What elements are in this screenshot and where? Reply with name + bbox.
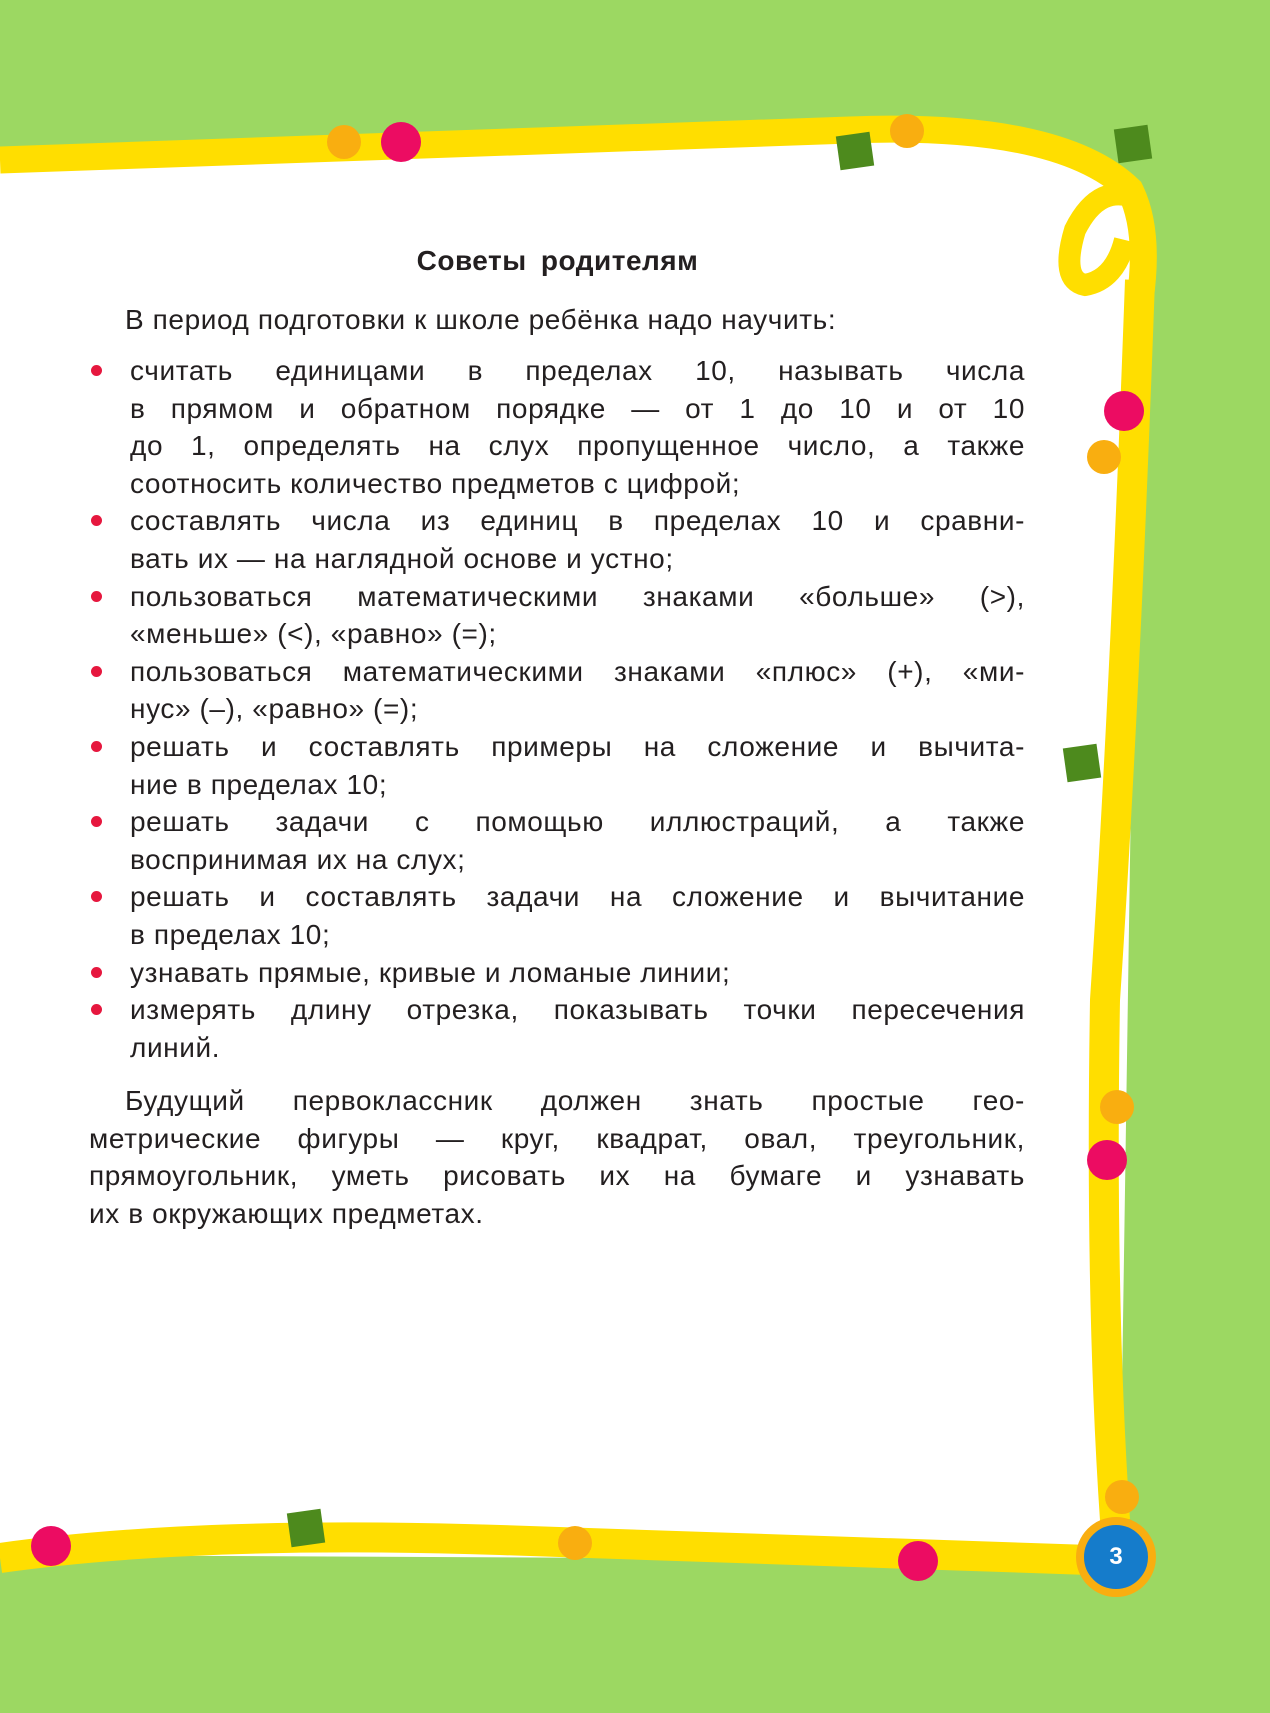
green-square-icon	[287, 1509, 325, 1547]
closing-line: метрические фигуры — круг, квадрат, овал, треугольник,	[89, 1122, 1025, 1154]
bullet-icon	[91, 741, 102, 752]
list-item-line: измерять длину отрезка, показывать точки пересечения	[130, 994, 1025, 1026]
pink-dot-icon	[1104, 391, 1144, 431]
list-item-line: решать задачи с помощью иллюстраций, а также	[130, 806, 1025, 838]
bullet-icon	[91, 591, 102, 602]
pink-dot-icon	[31, 1526, 71, 1566]
green-square-icon	[836, 132, 874, 170]
list-item-line: вать их — на наглядной основе и устно;	[130, 543, 674, 574]
orange-dot-icon	[1100, 1090, 1134, 1124]
orange-dot-icon	[558, 1526, 592, 1560]
bullet-icon	[91, 967, 102, 978]
orange-dot-icon	[1105, 1480, 1139, 1514]
list-item-line: в прямом и обратном порядке — от 1 до 10 и от 10	[130, 392, 1025, 424]
list-item-line: пользоваться математическими знаками «больше» (>),	[130, 580, 1025, 612]
green-square-icon	[1063, 744, 1101, 782]
list-item-line: пользоваться математическими знаками «плюс» (+), «ми-	[130, 655, 1025, 687]
list-item-line: составлять числа из единиц в пределах 10 и сравни-	[130, 505, 1025, 537]
list-item-line: «меньше» (<), «равно» (=);	[130, 618, 497, 650]
page-title: Советы родителям	[416, 245, 699, 276]
list-item-line: линий.	[130, 1031, 221, 1063]
list-item-line: решать и составлять примеры на сложение и вычита-	[130, 731, 1025, 762]
bullet-icon	[91, 666, 102, 677]
orange-dot-icon	[1087, 440, 1121, 474]
list-item-line: соотносить количество предметов с цифрой;	[130, 467, 741, 499]
pink-dot-icon	[1087, 1140, 1127, 1180]
list-item-line: считать единицами в пределах 10, называть числа	[130, 355, 1025, 386]
list-item-line: ние в пределах 10;	[130, 768, 388, 800]
closing-line: Будущий первоклассник должен знать простые гео-	[125, 1085, 1025, 1116]
green-square-icon	[1114, 125, 1152, 163]
bullet-icon	[91, 365, 102, 376]
closing-line: их в окружающих предметах.	[89, 1197, 484, 1229]
orange-dot-icon	[327, 125, 361, 159]
pink-dot-icon	[381, 122, 421, 162]
intro-text: В период подготовки к школе ребёнка надо научить:	[125, 304, 837, 335]
page-number-badge: 3	[1076, 1517, 1156, 1597]
list-item-line: решать и составлять задачи на сложение и вычитание	[130, 881, 1025, 913]
list-item-line: нус» (–), «равно» (=);	[130, 693, 419, 725]
list-item-line: узнавать прямые, кривые и ломаные линии;	[130, 956, 731, 988]
closing-line: прямоугольник, уметь рисовать их на бумаге и узнавать	[89, 1160, 1025, 1192]
orange-dot-icon	[890, 114, 924, 148]
list-item-line: воспринимая их на слух;	[130, 843, 466, 875]
list-item-line: до 1, определять на слух пропущенное число, а также	[130, 430, 1025, 462]
list-item-line: в пределах 10;	[130, 919, 331, 950]
pink-dot-icon	[898, 1541, 938, 1581]
